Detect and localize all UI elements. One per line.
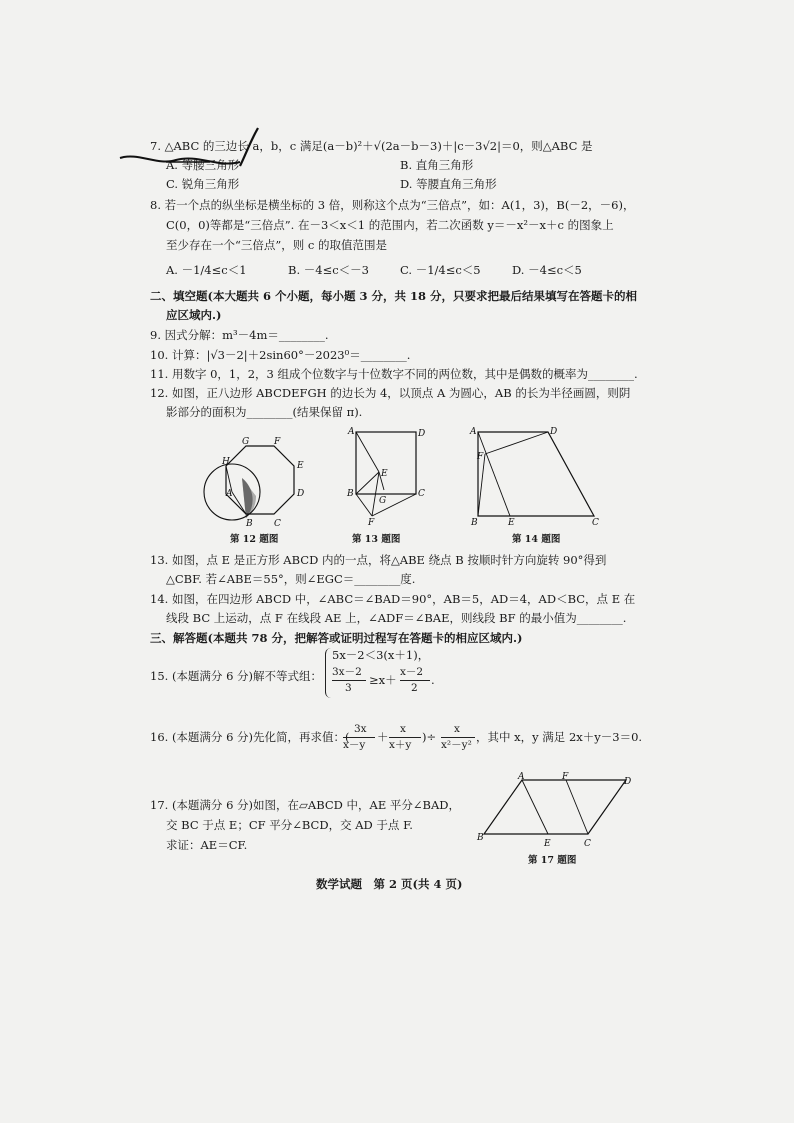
- figure-12-caption: 第 12 题图: [230, 534, 279, 545]
- q8-option-c: C. －1/4≤c＜5: [400, 263, 481, 277]
- fig12-label-f: F: [274, 437, 281, 447]
- fig13-label-e: E: [381, 469, 388, 479]
- q16-f3-den: x²－y²: [441, 739, 472, 751]
- fig14-label-d: D: [550, 427, 558, 437]
- figure-17-caption: 第 17 题图: [528, 855, 577, 866]
- fig13-label-c: C: [418, 489, 425, 499]
- fig12-label-d: D: [297, 489, 305, 499]
- q8-line2: C(0，0)等都是“三倍点”. 在－3＜x＜1 的范围内，若二次函数 y＝－x²－x＋c 的图象上: [166, 218, 614, 232]
- q7-stem: 7. △ABC 的三边长 a，b，c 满足(a－b)²＋√(2a－b－3)＋|c－3√2|＝0，则△ABC 是: [150, 139, 593, 153]
- fig12-label-h: H: [222, 457, 230, 467]
- figure-13-caption: 第 13 题图: [352, 534, 401, 545]
- q7-option-d: D. 等腰直角三角形: [400, 177, 497, 191]
- q16-f1-den: x－y: [343, 739, 366, 751]
- fig12-label-a: A: [226, 489, 233, 499]
- figure-17-parallelogram: [476, 770, 636, 850]
- fig12-label-g: G: [242, 437, 250, 447]
- page-footer: 数学试题 第 2 页(共 4 页): [316, 877, 463, 891]
- fig17-label-c: C: [584, 839, 591, 849]
- q15-ineq2-lhs-num: 3x－2: [332, 666, 362, 678]
- q15-ineq2-end: .: [431, 673, 435, 687]
- q16-plus: ＋: [377, 730, 389, 744]
- q15-ineq2-lhs-den: 3: [345, 682, 352, 694]
- q15-ineq2-rhs-num: x－2: [400, 666, 424, 678]
- q9: 9. 因式分解：m³－4m＝________.: [150, 328, 329, 342]
- q10: 10. 计算：|√3－2|＋2sin60°－2023⁰＝________.: [150, 348, 411, 362]
- fig17-label-d: D: [624, 777, 632, 787]
- figure-14-quadrilateral: [468, 424, 608, 526]
- fig14-label-f: F: [477, 452, 484, 462]
- fig13-label-g: G: [379, 496, 387, 506]
- figure-12-octagon: [196, 434, 312, 530]
- q16-div: )÷: [422, 730, 437, 744]
- q17-line3: 求证：AE＝CF.: [166, 838, 248, 852]
- section3-heading: 三、解答题(本题共 78 分，把解答或证明过程写在答题卡的相应区域内.): [150, 631, 523, 645]
- q7-option-a: A. 等腰三角形: [166, 158, 240, 172]
- figure-14-caption: 第 14 题图: [512, 534, 561, 545]
- q15-label: 15. (本题满分 6 分)解不等式组：: [150, 669, 323, 683]
- q13-line2: △CBF. 若∠ABE＝55°，则∠EGC＝________度.: [166, 572, 416, 586]
- fig14-label-a: A: [470, 427, 477, 437]
- q16-tail: ，其中 x，y 满足 2x＋y－3＝0.: [476, 730, 643, 744]
- fig13-label-b: B: [347, 489, 354, 499]
- q8-option-b: B. －4≤c＜－3: [288, 263, 369, 277]
- fig12-label-c: C: [274, 519, 281, 529]
- q16-f2-num: x: [400, 723, 406, 735]
- fig13-label-f: F: [368, 518, 375, 526]
- q8-option-a: A. －1/4≤c＜1: [166, 263, 247, 277]
- fig13-label-d: D: [418, 429, 426, 439]
- q8-line1: 8. 若一个点的纵坐标是横坐标的 3 倍，则称这个点为“三倍点”，如：A(1，3)，B(－2，－6)，: [150, 198, 635, 212]
- fig14-label-e: E: [508, 518, 515, 526]
- q15-inequality-1: 5x－2＜3(x＋1)，: [332, 648, 430, 662]
- q17-line2: 交 BC 于点 E；CF 平分∠BCD，交 AD 于点 F.: [166, 818, 413, 832]
- fig12-label-b: B: [246, 519, 253, 529]
- fig12-label-e: E: [297, 461, 304, 471]
- q15-brace: [325, 648, 331, 698]
- q16-label: 16. (本题满分 6 分)先化简，再求值：(: [150, 730, 350, 744]
- fig13-label-a: A: [348, 427, 355, 437]
- pen-scribble-mark: [118, 122, 268, 178]
- fig17-label-a: A: [518, 772, 525, 782]
- q13-line1: 13. 如图，点 E 是正方形 ABCD 内的一点，将△ABE 绕点 B 按顺时针方向旋转 90°得到: [150, 553, 607, 567]
- q7-option-b: B. 直角三角形: [400, 158, 474, 172]
- fig17-label-f: F: [562, 772, 569, 782]
- q16-f3-num: x: [454, 723, 460, 735]
- section2-heading-cont: 应区域内.): [166, 308, 222, 322]
- q15-ineq2-mid: ≥x＋: [369, 673, 397, 687]
- fig14-label-c: C: [592, 518, 599, 526]
- q14-line1: 14. 如图，在四边形 ABCD 中，∠ABC＝∠BAD＝90°，AB＝5，AD＝4，AD＜BC，点 E 在: [150, 592, 636, 606]
- q12-line2: 影部分的面积为________(结果保留 π).: [166, 405, 363, 419]
- q16-f2-den: x＋y: [389, 739, 412, 751]
- q7-option-c: C. 锐角三角形: [166, 177, 240, 191]
- section2-heading: 二、填空题(本大题共 6 个小题，每小题 3 分，共 18 分，只要求把最后结果填写在答题卡的相: [150, 289, 637, 303]
- q8-option-d: D. －4≤c＜5: [512, 263, 582, 277]
- q17-line1: 17. (本题满分 6 分)如图，在▱ABCD 中，AE 平分∠BAD，: [150, 798, 460, 812]
- q8-line3: 至少存在一个“三倍点”，则 c 的取值范围是: [166, 238, 388, 252]
- figure-13-square: [344, 424, 434, 526]
- q14-line2: 线段 BC 上运动，点 F 在线段 AE 上，∠ADF＝∠BAE，则线段 BF 的最小值为________.: [166, 611, 627, 625]
- fig17-label-b: B: [477, 833, 484, 843]
- q16-f1-num: 3x: [354, 723, 367, 735]
- q15-ineq2-rhs-den: 2: [411, 682, 418, 694]
- q12-line1: 12. 如图，正八边形 ABCDEFGH 的边长为 4，以顶点 A 为圆心，AB 的长为半径画圆，则阴: [150, 386, 631, 400]
- fig17-label-e: E: [544, 839, 551, 849]
- q11: 11. 用数字 0，1，2，3 组成个位数字与十位数字不同的两位数，其中是偶数的概率为________.: [150, 367, 638, 381]
- fig14-label-b: B: [471, 518, 478, 526]
